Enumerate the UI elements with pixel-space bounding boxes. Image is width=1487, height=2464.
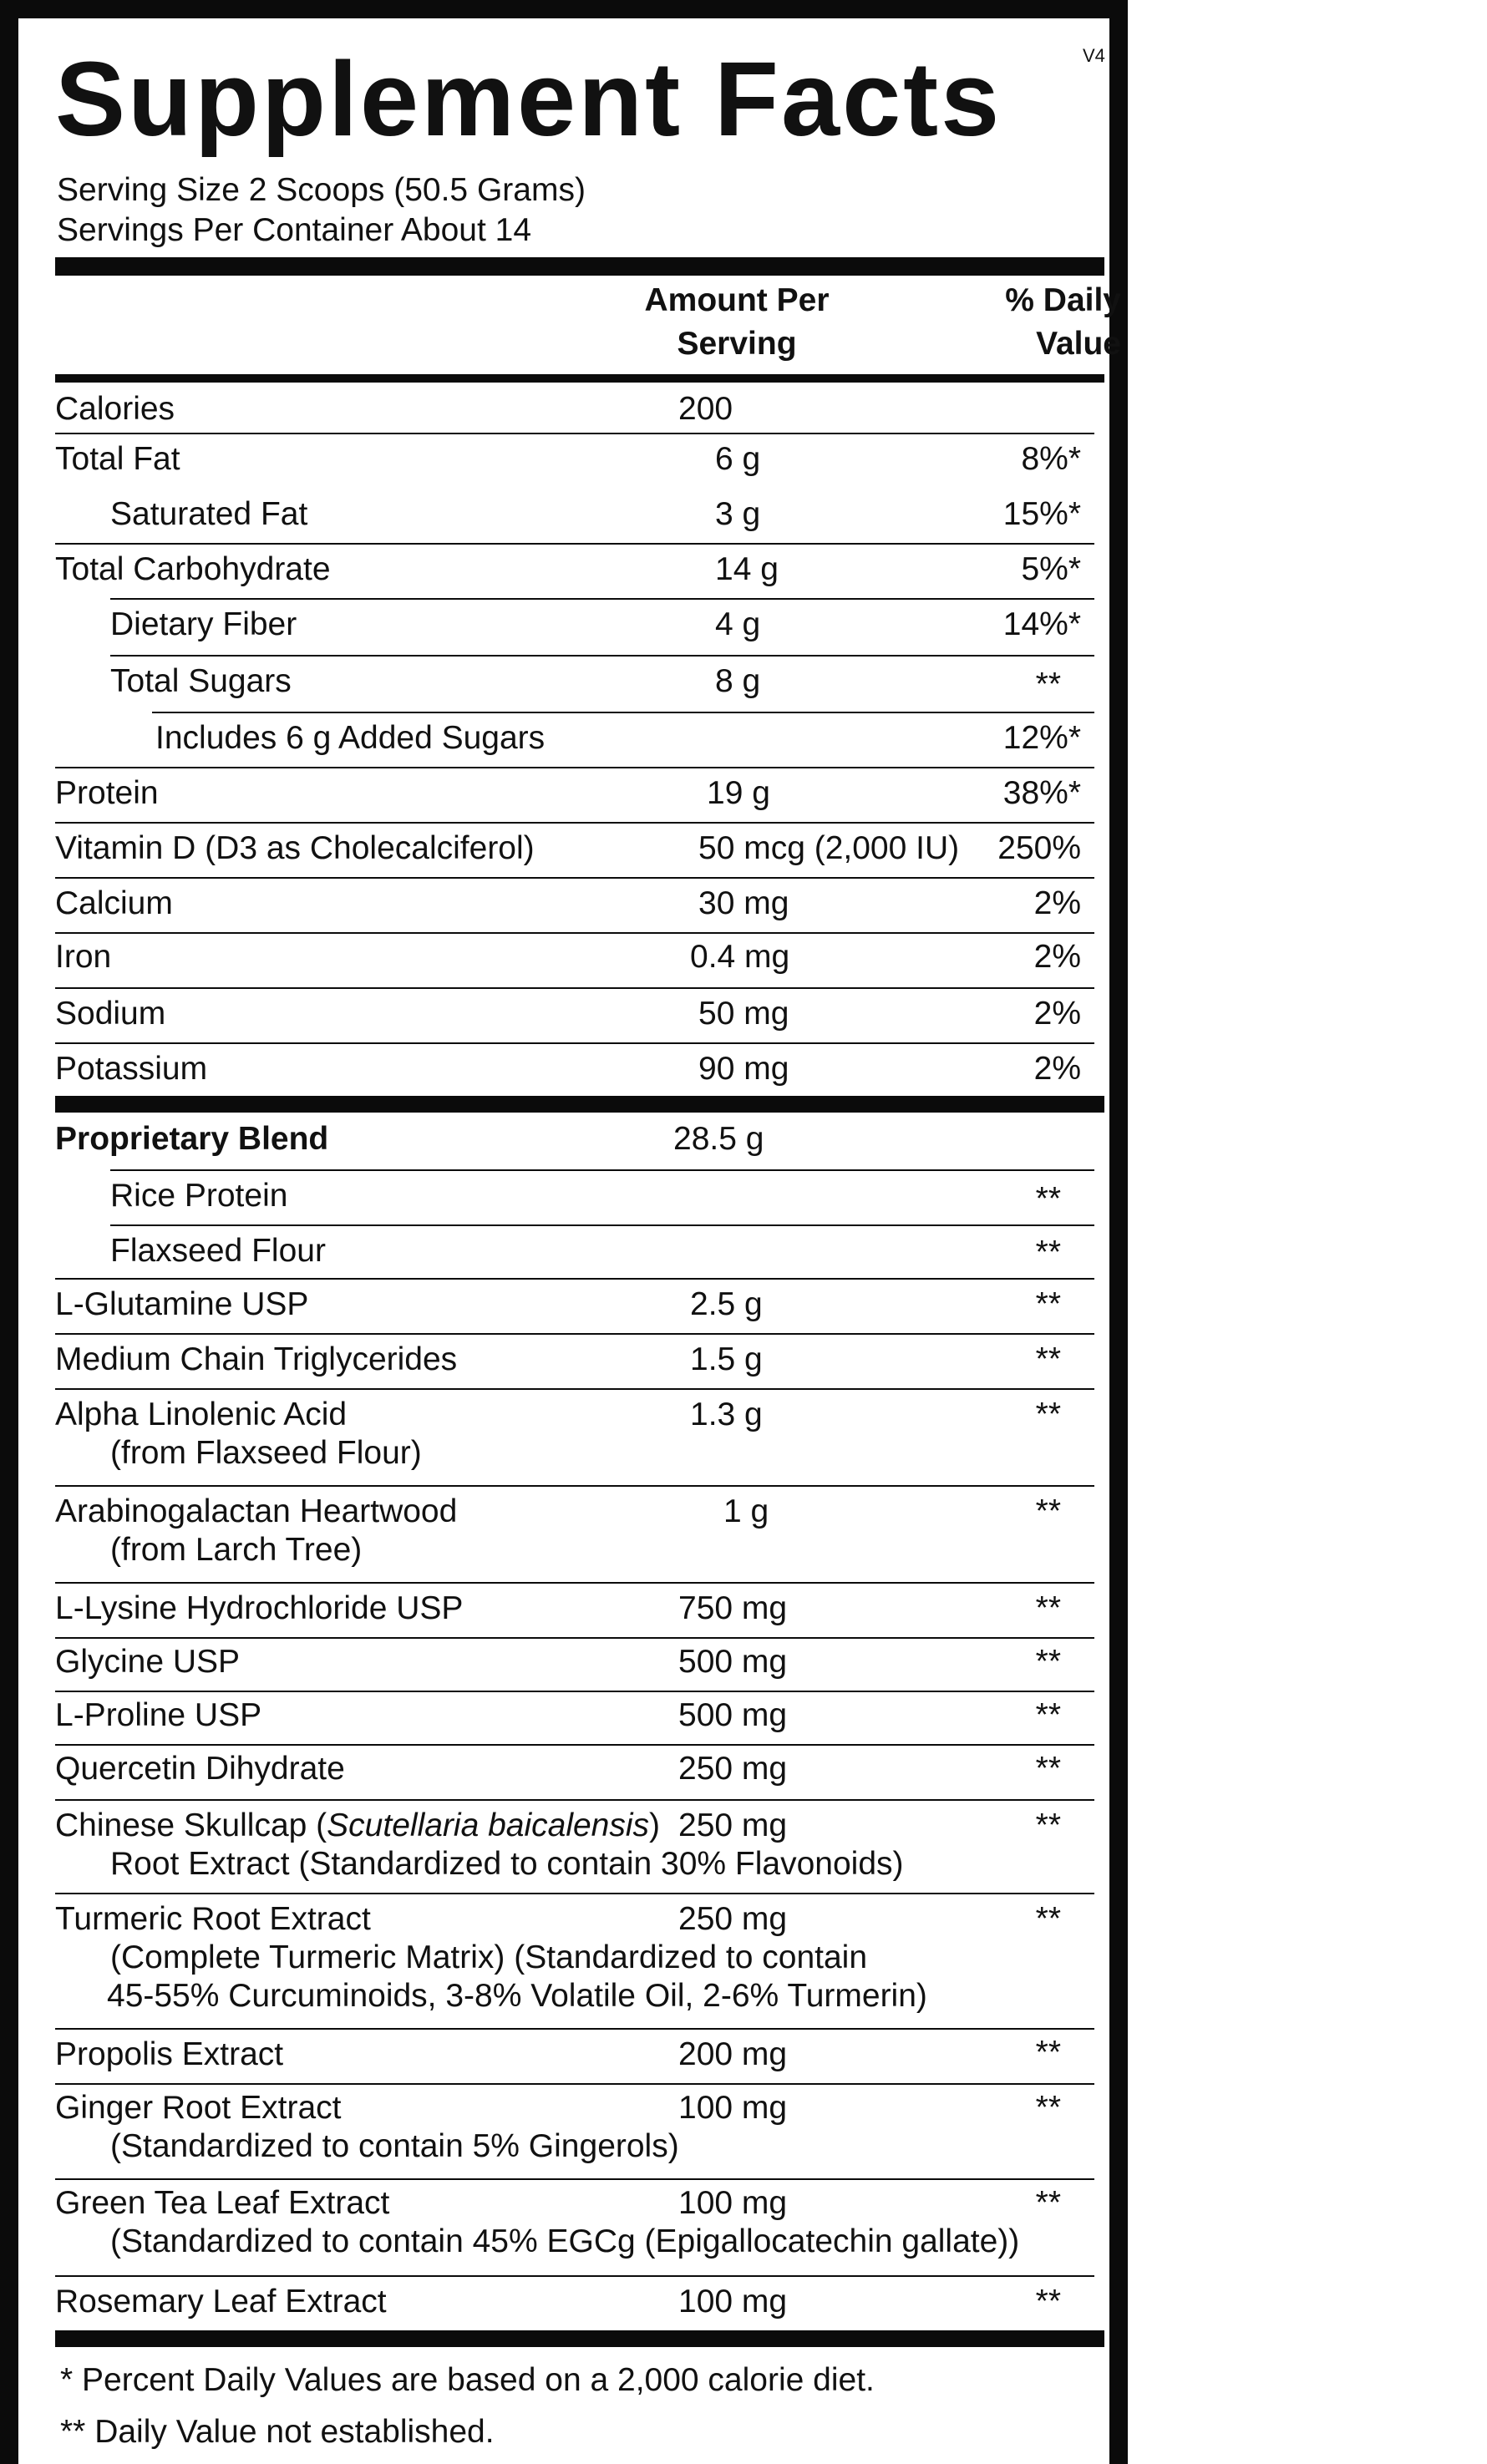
blend-dv: ** <box>1035 2035 1061 2071</box>
nutrient-amount: 19 g <box>707 775 770 811</box>
nutrient-dv: 250% <box>997 830 1081 866</box>
blend-name: Propolis Extract <box>55 2036 284 2072</box>
nutrient-name: Iron <box>55 939 112 975</box>
blend-row-l-lysine <box>55 1582 1094 1637</box>
blend-amount: 750 mg <box>678 1590 788 1626</box>
blend-name: Alpha Linolenic Acid <box>55 1397 348 1432</box>
blend-row-l-proline <box>55 1691 1094 1744</box>
blend-amount: 1 g <box>723 1493 769 1529</box>
blend-amount: 200 mg <box>678 2036 788 2072</box>
blend-amount: 250 mg <box>678 1807 788 1843</box>
blend-name-suffix: ) <box>649 1807 661 1843</box>
nutrient-amount: 14 g <box>715 551 779 587</box>
blend-amount: 2.5 g <box>690 1286 763 1322</box>
nutrient-dv: 15%* <box>1002 496 1081 532</box>
blend-amount: 250 mg <box>678 1901 788 1937</box>
nutrient-amount: 90 mg <box>698 1051 789 1087</box>
blend-subtext: (from Larch Tree) <box>110 1532 363 1568</box>
blend-name: Rosemary Leaf Extract <box>55 2284 387 2320</box>
blend-name: Rice Protein <box>110 1178 288 1214</box>
blend-amount: 250 mg <box>678 1751 788 1787</box>
blend-row-alpha-linolenic <box>55 1388 1094 1487</box>
blend-amount: 1.5 g <box>690 1341 763 1377</box>
nutrient-name: Sodium <box>55 996 166 1032</box>
header-amount-line1: Amount Per <box>644 282 830 318</box>
nutrient-row-potassium <box>55 1042 1094 1096</box>
serving-size: Serving Size 2 Scoops (50.5 Grams) <box>57 172 586 208</box>
blend-row-green-tea <box>55 2178 1094 2275</box>
blend-dv: ** <box>1035 2090 1061 2126</box>
nutrient-name: Total Carbohydrate <box>55 551 331 587</box>
blend-name: L-Lysine Hydrochloride USP <box>55 1590 464 1626</box>
nutrient-row-dietary-fiber <box>110 598 1094 655</box>
nutrient-row-saturated-fat <box>110 488 1094 541</box>
nutrient-dv: 2% <box>1033 1051 1081 1087</box>
nutrient-dv: 14%* <box>1002 606 1081 642</box>
nutrient-name: Dietary Fiber <box>110 606 297 642</box>
blend-row-glycine <box>55 1637 1094 1691</box>
blend-row-arabinogalactan <box>55 1485 1094 1584</box>
blend-dv: ** <box>1035 1181 1061 1217</box>
nutrient-amount: 50 mcg (2,000 IU) <box>698 830 960 866</box>
blend-dv: ** <box>1035 1590 1061 1626</box>
blend-subtext: (from Flaxseed Flour) <box>110 1435 422 1471</box>
blend-row-flaxseed-flour <box>110 1224 1094 1280</box>
blend-subtext: (Standardized to contain 45% EGCg (Epigallocatechin gallate)) <box>110 2223 1020 2259</box>
thick-divider-bottom <box>55 2330 1104 2347</box>
version-code: V4 <box>1083 45 1105 66</box>
blend-row-chinese-skullcap <box>55 1799 1094 1894</box>
header-divider <box>55 374 1104 383</box>
header-dv-line2: Value <box>1036 326 1121 362</box>
nutrient-row-total-fat <box>55 433 1094 488</box>
blend-name: Green Tea Leaf Extract <box>55 2185 390 2221</box>
nutrient-amount: 50 mg <box>698 996 789 1032</box>
blend-subtext-2: 45-55% Curcuminoids, 3-8% Volatile Oil, 2-6% Turmerin) <box>107 1978 927 2014</box>
blend-name: Quercetin Dihydrate <box>55 1751 345 1787</box>
nutrient-row-sodium <box>55 987 1094 1042</box>
blend-name <box>55 1806 660 1845</box>
blend-dv: ** <box>1035 2284 1061 2320</box>
blend-subtext: (Complete Turmeric Matrix) (Standardized to contain <box>110 1939 868 1975</box>
blend-subtext: Root Extract (Standardized to contain 30% Flavonoids) <box>110 1846 904 1882</box>
nutrient-name: Total Fat <box>55 441 180 477</box>
blend-dv: ** <box>1035 1397 1061 1432</box>
blend-name: Glycine USP <box>55 1644 241 1680</box>
nutrient-dv: 38%* <box>1002 775 1081 811</box>
servings-per-container: Servings Per Container About 14 <box>57 212 532 248</box>
nutrient-name: Includes 6 g Added Sugars <box>155 720 546 756</box>
blend-dv: ** <box>1035 1235 1061 1270</box>
blend-dv: ** <box>1035 1286 1061 1322</box>
blend-row-rice-protein <box>110 1169 1094 1224</box>
label-title: Supplement Facts <box>55 40 1002 158</box>
blend-name: L-Proline USP <box>55 1697 262 1733</box>
blend-row-proprietary <box>55 1114 1094 1169</box>
nutrient-amount: 8 g <box>715 663 761 699</box>
blend-name: Medium Chain Triglycerides <box>55 1341 458 1377</box>
nutrient-row-added-sugars <box>152 712 1094 767</box>
footnote-daily-values: * Percent Daily Values are based on a 2,000 calorie diet. <box>60 2362 875 2398</box>
blend-dv: ** <box>1035 1644 1061 1680</box>
nutrient-name: Protein <box>55 775 159 811</box>
blend-name-italic: Scutellaria baicalensis <box>327 1807 650 1843</box>
blend-amount: 100 mg <box>678 2185 788 2221</box>
nutrient-amount: 3 g <box>715 496 761 532</box>
nutrient-name: Total Sugars <box>110 663 292 699</box>
nutrient-row-protein <box>55 767 1094 822</box>
blend-row-turmeric <box>55 1893 1094 2030</box>
nutrient-dv: 2% <box>1033 996 1081 1032</box>
blend-row-mct <box>55 1333 1094 1388</box>
nutrient-name: Calories <box>55 391 175 427</box>
nutrient-dv: 5%* <box>1021 551 1081 587</box>
blend-dv: ** <box>1035 1751 1061 1787</box>
blend-amount: 100 mg <box>678 2284 788 2320</box>
nutrient-row-vitamin-d <box>55 822 1094 877</box>
blend-amount: 500 mg <box>678 1644 788 1680</box>
blend-name: Flaxseed Flour <box>110 1233 326 1269</box>
blend-amount: 500 mg <box>678 1697 788 1733</box>
nutrient-name: Potassium <box>55 1051 208 1087</box>
nutrient-row-iron <box>55 932 1094 987</box>
blend-dv: ** <box>1035 1493 1061 1529</box>
header-amount-line2: Serving <box>677 326 797 362</box>
blend-name: Proprietary Blend <box>55 1121 329 1157</box>
nutrient-dv: ** <box>1035 667 1061 702</box>
nutrient-amount: 30 mg <box>698 885 789 921</box>
header-daily-value <box>937 279 1121 366</box>
blend-row-propolis <box>55 2028 1094 2083</box>
blend-amount: 100 mg <box>678 2090 788 2126</box>
blend-name: Ginger Root Extract <box>55 2090 342 2126</box>
blend-dv: ** <box>1035 1901 1061 1937</box>
nutrient-row-calories <box>55 384 1094 431</box>
nutrient-dv: 2% <box>1033 885 1081 921</box>
blend-dv: ** <box>1035 2185 1061 2221</box>
blend-dv: ** <box>1035 1807 1061 1843</box>
nutrient-amount: 0.4 mg <box>690 939 790 975</box>
blend-name: Turmeric Root Extract <box>55 1901 371 1937</box>
header-dv-line1: % Daily <box>1005 282 1121 318</box>
nutrient-name: Calcium <box>55 885 173 921</box>
nutrient-dv: 8%* <box>1021 441 1081 477</box>
nutrient-amount: 6 g <box>715 441 761 477</box>
blend-name: L-Glutamine USP <box>55 1286 309 1322</box>
blend-row-rosemary <box>55 2275 1094 2332</box>
blend-subtext: (Standardized to contain 5% Gingerols) <box>110 2128 679 2164</box>
blend-name-prefix: Chinese Skullcap ( <box>55 1807 327 1843</box>
nutrient-name: Saturated Fat <box>110 496 308 532</box>
blend-amount: 28.5 g <box>673 1121 764 1157</box>
footnote-not-established: ** Daily Value not established. <box>60 2414 495 2450</box>
blend-name: Arabinogalactan Heartwood <box>55 1493 458 1529</box>
blend-dv: ** <box>1035 1341 1061 1377</box>
blend-row-ginger <box>55 2083 1094 2180</box>
nutrient-row-total-carbohydrate <box>55 543 1094 598</box>
nutrient-amount: 4 g <box>715 606 761 642</box>
blend-amount: 1.3 g <box>690 1397 763 1432</box>
blend-dv: ** <box>1035 1697 1061 1733</box>
blend-row-l-glutamine <box>55 1278 1094 1333</box>
thick-divider-blend <box>55 1096 1104 1113</box>
header-amount <box>603 279 870 366</box>
nutrient-dv: 12%* <box>1002 720 1081 756</box>
blend-row-quercetin <box>55 1744 1094 1801</box>
nutrient-dv: 2% <box>1033 939 1081 975</box>
nutrient-amount: 200 <box>678 391 733 427</box>
thick-divider-top <box>55 257 1104 276</box>
nutrient-row-total-sugars <box>110 655 1094 712</box>
nutrient-row-calcium <box>55 877 1094 932</box>
nutrient-name: Vitamin D (D3 as Cholecalciferol) <box>55 830 535 866</box>
